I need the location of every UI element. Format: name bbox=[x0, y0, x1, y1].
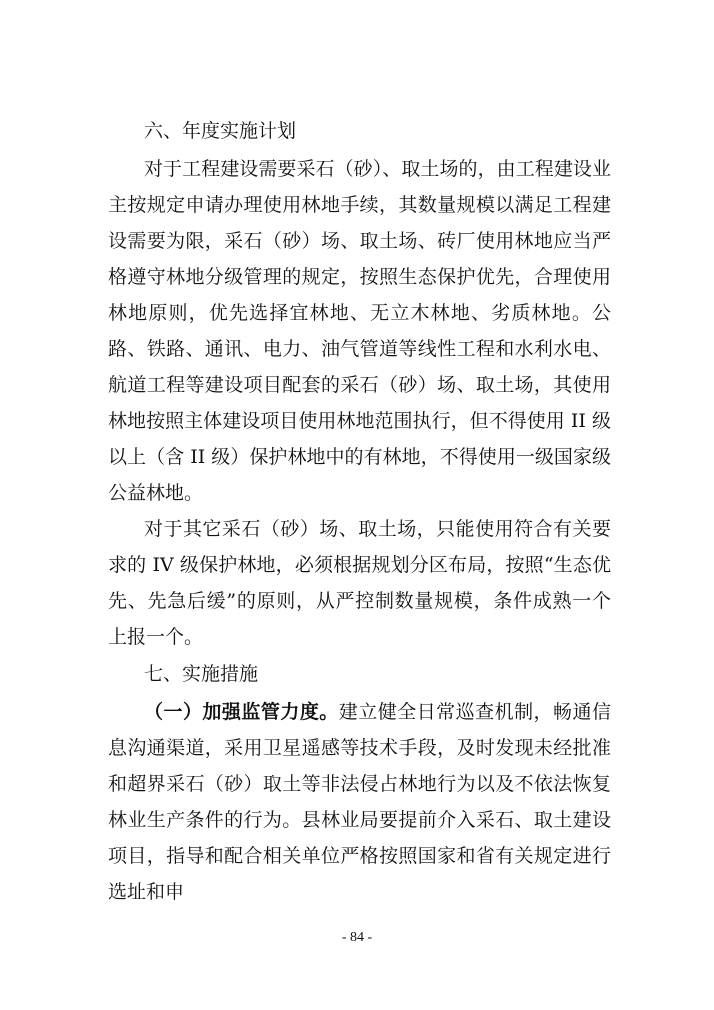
section-7-heading: 七、实施措施 bbox=[144, 663, 259, 685]
section-6-paragraph-2: 对于其它采石（砂）场、取土场，只能使用符合有关要求的 IV 级保护林地，必须根据规划分区布局，按照“生态优先、先急后缓”的原则，从严控制数量规模，条件成熟一个上报一个。 bbox=[108, 518, 611, 648]
page-number: - 84 - bbox=[341, 930, 373, 945]
document-body bbox=[108, 112, 611, 910]
section-6-paragraph-1: 对于工程建设需要采石（砂）、取土场的，由工程建设业主按规定申请办理使用林地手续，其数量规模以满足工程建设需要为限，采石（砂）场、取土场、砖厂使用林地应当严格遵守林地分级管理的规定，按照生态保护优先，合理使用林地原则，优先选择宜林地、无立木林地、劣质林地。公路、铁路、通讯、电力、油气管道等线性工程和水利水电、航道工程等建设项目配套的采石（砂）场、取土场，其使用林地按照主体建设项目使用林地范围执行，但不得使用 II 级以上（含 II 级）保护林地中的有林地，不得使用一级国家级公益林地。 bbox=[108, 158, 611, 504]
section-7-item-1 bbox=[108, 694, 611, 910]
section-6-heading: 六、年度实施计划 bbox=[144, 120, 297, 142]
item-1-heading: （一）加强监管力度。 bbox=[144, 701, 339, 723]
item-1-text: 建立健全日常巡查机制，畅通信息沟通渠道，采用卫星遥感等技术手段，及时发现未经批准和超界采石（砂）取土等非法侵占林地行为以及不依法恢复林业生产条件的行为。县林业局要提前介入采石、取土建设项目，指导和配合相关单位严格按照国家和省有关规定进行选址和申 bbox=[108, 701, 611, 903]
